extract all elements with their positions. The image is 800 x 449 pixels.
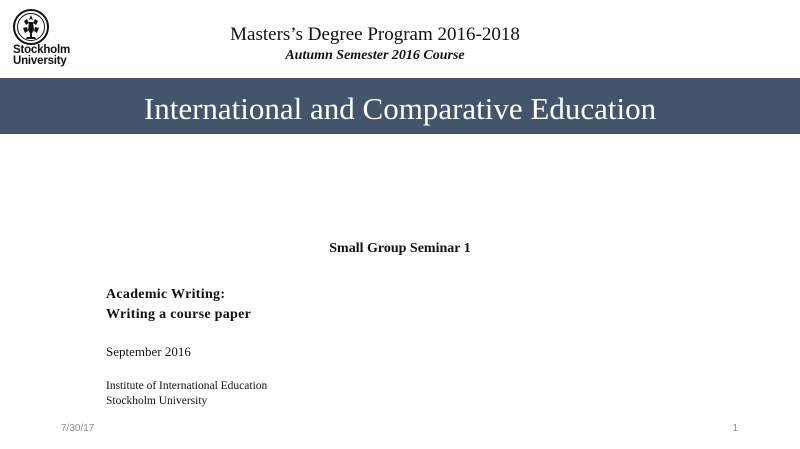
program-title: Masters’s Degree Program 2016-2018 [230,24,520,45]
university-name: Stockholm University [106,395,208,407]
logo-text-stockholm: Stockholm [13,44,70,56]
page-number: 1 [732,423,738,434]
logo-text-university: University [13,55,67,67]
slide-title: International and Comparative Education [143,91,657,126]
topic-line-2: Writing a course paper [106,307,252,322]
presentation-date: September 2016 [106,344,191,359]
seminar-heading: Small Group Seminar 1 [329,241,471,256]
institute-name: Institute of International Education [106,380,268,392]
topic-line-1: Academic Writing: [106,287,226,302]
title-banner [0,78,800,134]
footer-date: 7/30/17 [61,423,95,434]
semester-subtitle: Autumn Semester 2016 Course [285,48,465,63]
